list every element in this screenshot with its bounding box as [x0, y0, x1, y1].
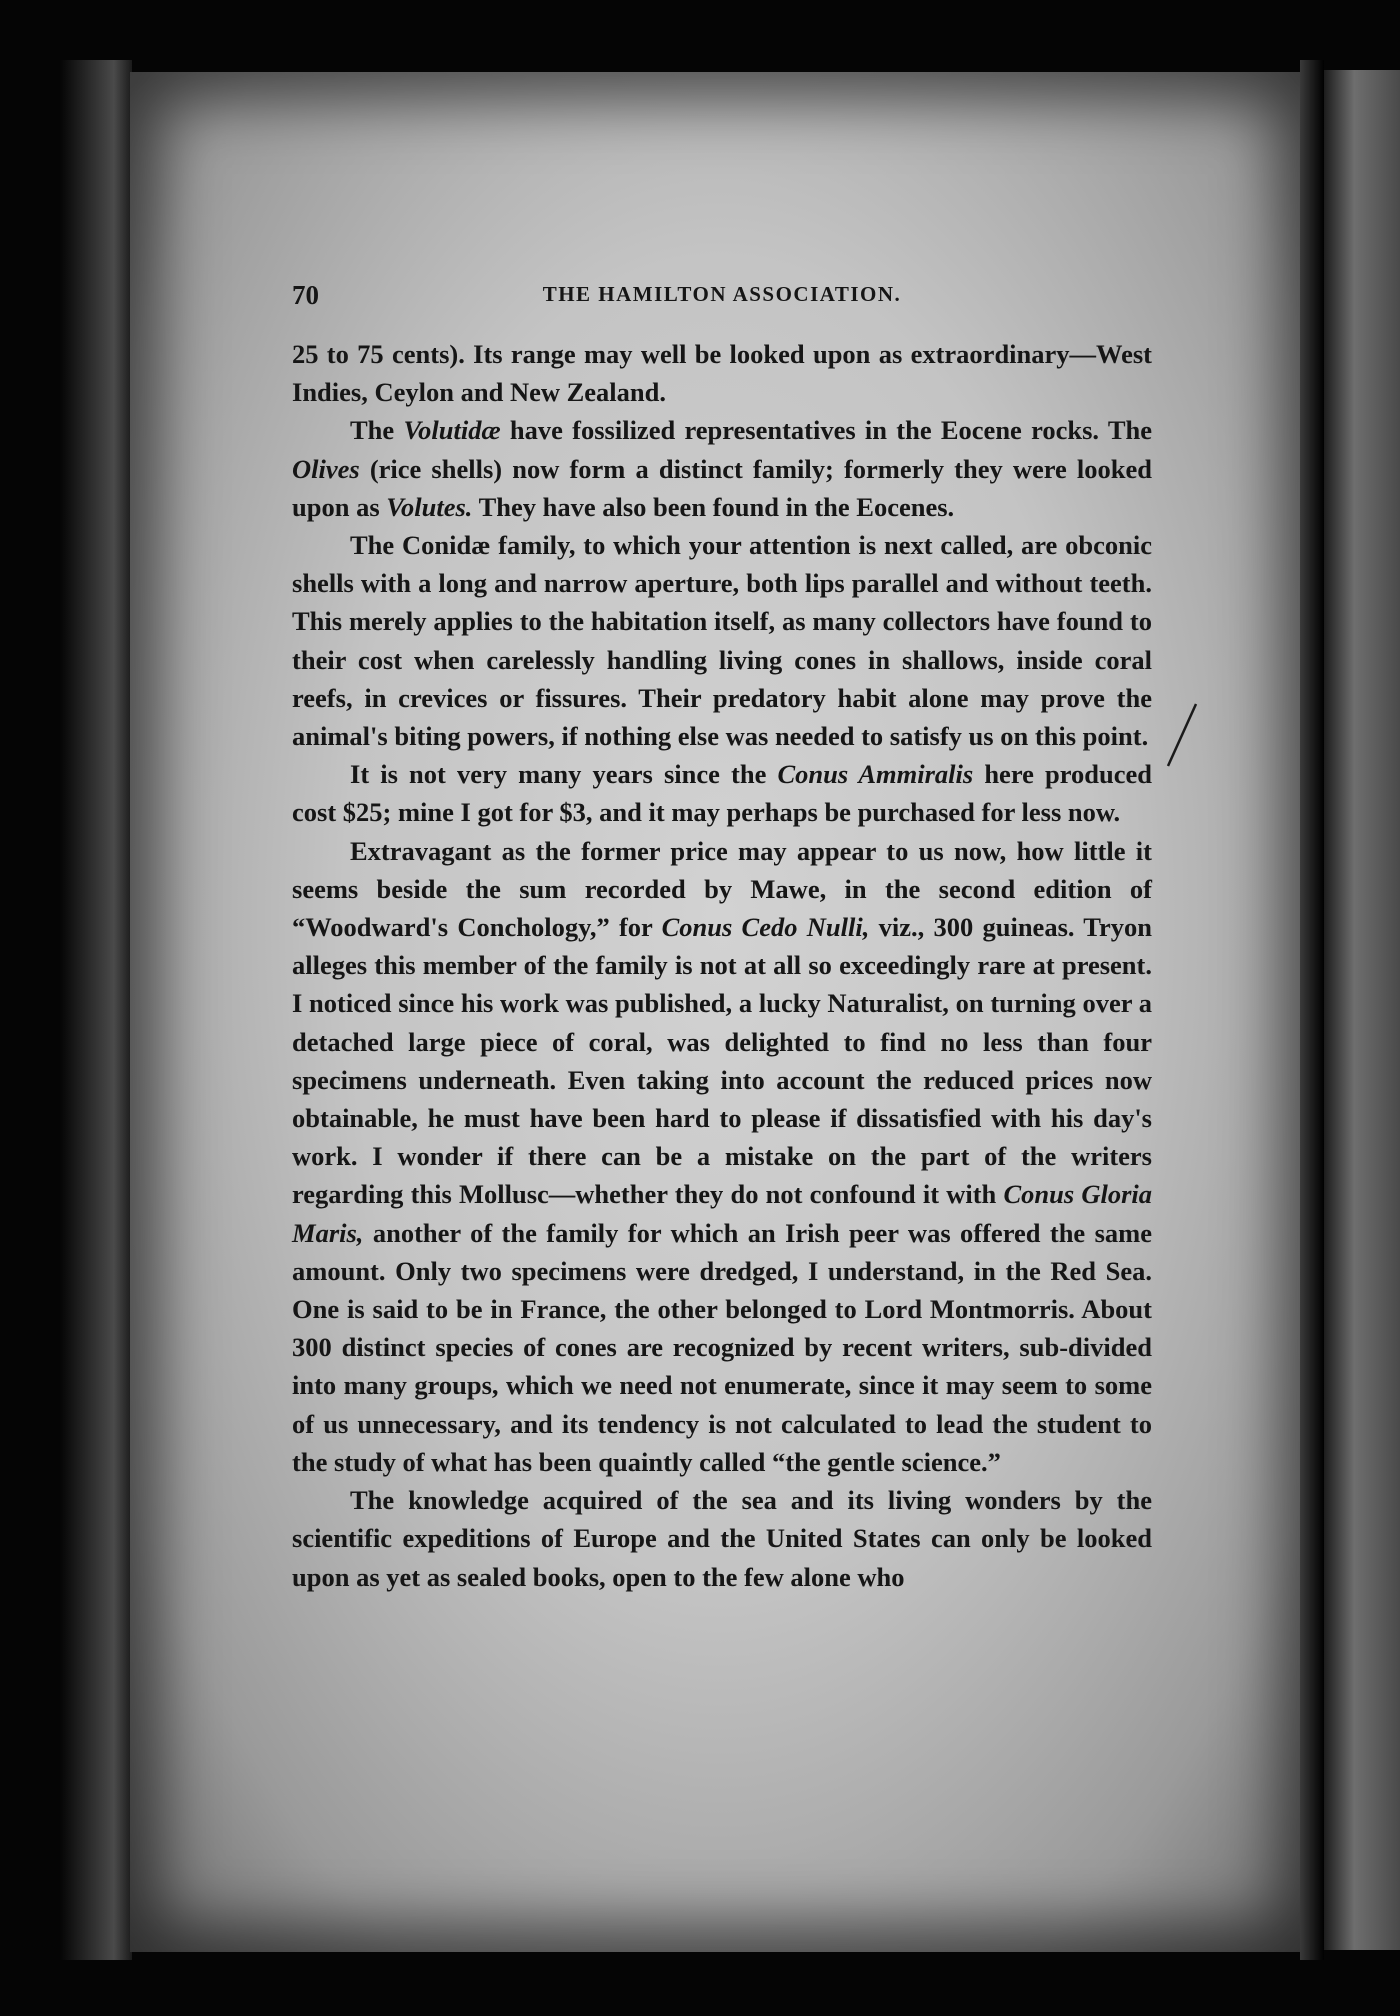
text-run: 25 to 75 cents). Its range may well be looked upon as extraordinary—West Indies, Ceylon and New Zealand. — [292, 339, 1152, 408]
text-run: here produced cost $25; mine I got for $3, and it may perhaps be purchased for less now. — [292, 759, 1152, 828]
paragraph — [292, 526, 1152, 755]
running-head — [292, 280, 1152, 312]
page-gutter-shadow — [1300, 60, 1324, 1960]
italic-run: Volutes. — [386, 491, 473, 522]
pencil-margin-mark — [1162, 700, 1202, 770]
text-run: have fossilized representatives in the Eocene rocks. The — [500, 415, 1152, 446]
paragraph — [292, 1481, 1152, 1596]
text-run: The knowledge acquired of the sea and its living wonders by the scientific expeditions of Europe and the United States can only be looked upon as yet as sealed books, open to the few alone who — [292, 1485, 1152, 1592]
paragraph — [292, 411, 1152, 526]
page-number: 70 — [292, 280, 319, 310]
text-run: another of the family for which an Irish peer was offered the same amount. Only two specimens were dredged, I understand, in the Red Sea. One is said to be in France, the other belonged to Lord Montmorris. About 300 distinct species of cones are recognized by recent writers, sub-divided into many groups, which we need not enumerate, since it may seem to some of us unnecessary, and its tendency is not calculated to lead the student to the study of what has been quaintly called “the gentle science.” — [292, 1217, 1152, 1477]
paragraph — [292, 335, 1152, 411]
italic-run: Conus Ammiralis — [777, 759, 974, 790]
italic-run: Conus Cedo Nulli, — [661, 912, 870, 943]
italic-run: Olives — [292, 453, 360, 484]
paragraph — [292, 755, 1152, 831]
paragraph — [292, 832, 1152, 1481]
text-run: It is not very many years since the — [350, 759, 778, 790]
page-body-text — [292, 335, 1152, 1596]
text-run: They have also been found in the Eocenes. — [472, 491, 955, 522]
text-run: The Conidæ family, to which your attention is next called, are obconic shells with a long and narrow aperture, both lips parallel and without teeth. This merely applies to the habitation itself, as many collectors have found to their cost when carelessly handling living cones in shallows, inside coral reefs, in crevices or fissures. Their predatory habit alone may prove the animal's biting powers, if nothing else was needed to satisfy us on this point. — [292, 530, 1152, 752]
text-run: viz., 300 guineas. Tryon alleges this member of the family is not at all so exceedingly rare at present. I noticed since his work was published, a lucky Naturalist, on turning over a detached large piece of coral, was delighted to find no less than four specimens underneath. Even taking into account the reduced prices now obtainable, he must have been hard to please if dissatisfied with his day's work. I wonder if there can be a mistake on the part of the writers regarding this Mollusc—whether they do not confound it with — [292, 912, 1152, 1210]
adjacent-page-edge — [1324, 70, 1400, 1950]
book-spine-shadow — [60, 60, 132, 1960]
text-run: (rice shells) now form a distinct family; formerly they were looked upon as — [292, 453, 1152, 522]
text-run: The — [350, 415, 404, 446]
italic-run: Volutidæ — [403, 415, 501, 446]
text-run: Extravagant as the former price may appear to us now, how little it seems beside the sum recorded by Mawe, in the second edition of “Woodward's Conchology,” for — [292, 835, 1152, 943]
italic-run: Conus Gloria Maris, — [292, 1179, 1153, 1248]
running-title: THE HAMILTON ASSOCIATION. — [542, 282, 902, 306]
